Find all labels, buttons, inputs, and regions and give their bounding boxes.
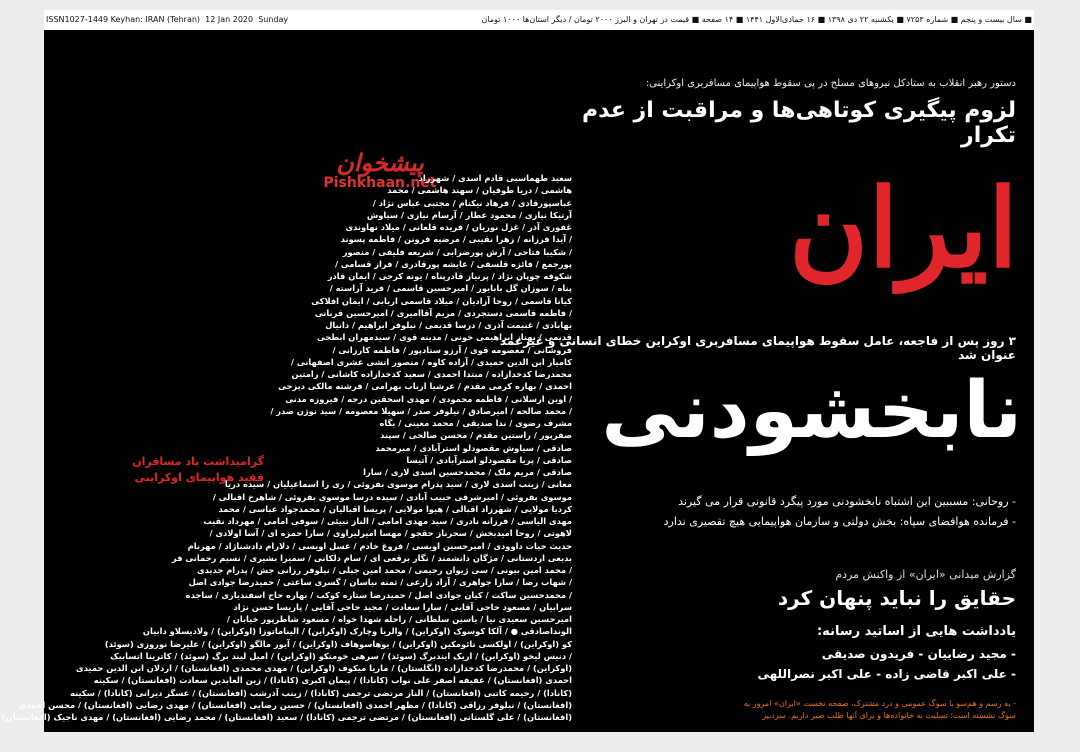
bullet-item: - روحانی: مسببین این اشتباه نابخشودنی مورد پیگرد قانونی قرار می گیرند [678, 495, 1016, 508]
victim-name-line: غفوری آذر / غزل نوریان / فریده قلعانی / میلاد نهاوندی [345, 222, 572, 232]
notes-line: - علی اکبر قاضی زاده - علی اکبر نصراللهی [757, 667, 1016, 681]
headline-kicker: دستور رهبر انقلاب به ستادکل نیروهای مسلح در پی سقوط هواپیمای مسافربری اوکراینی: [645, 78, 1016, 89]
headline-primary: لزوم پیگیری کوتاهی‌ها و مراقبت از عدم تکرار [582, 98, 1016, 148]
victim-name-line: لاهوتی / روحا امیدبخش / سحرناز حقجو / مهسا امیرلیراوی / سارا حمزه ای / آسا اولادی / [209, 528, 572, 539]
notes-title: یادداشت هایی از اساتید رسانه: [816, 624, 1016, 639]
black-memorial-background [1, 30, 1034, 732]
victim-name-line: (افغانستان) / علی گلستانی (افغانستان) / مرتضی ترجمی (کانادا) / سعید (افغانستان) / محمد رضایی (افغانستان) / مهدی ناجیک (افغانستان) [1, 712, 572, 722]
watermark-url: Pishkhaan.net [323, 175, 437, 191]
victim-name-line: (کانادا) / رحیمه کاتبی (افغانستان) / الناز مرتضی ترجمی (کانادا) / زینب آذرشب (افغانستان) / عسگر دیرانی (کانادا) / سکینه [70, 687, 572, 698]
victim-name-line: سرابیان / مسعود حاجی آقایی / سارا سعادت / مجید حاجی آقایی / پاریسا حسن نژاد [233, 601, 572, 612]
victim-name-line: حدیث حیات داوودی / امیرحسین اویسی / فروغ خادم / عسل اویسی / دلارام دادشناژاد / مهرنام [187, 540, 572, 551]
victim-name-line: صفرپور / راستین مقدم / محسن صالحی / سپند [380, 430, 572, 441]
victim-name-line: احمدی (افغانستان) / عفیفه اصفر علی نواب (کانادا) / پیمان اکبری (کانادا) / زین العابدین سعادت (افغانستان) / سکینه [93, 675, 572, 686]
victim-name-line: / اوین ارسلانی / فاطمه محمودی / مهدی اسحقین درجه / فیروزه مدنی [285, 393, 572, 404]
victim-name-line: بهابادی / غنیمت آذری / درسا قدیمی / نیلوفر ابراهیم / دانیال [325, 320, 572, 330]
dateline [44, 10, 1034, 30]
victim-name-line: / محمدحسین ساکت / کیان جوادی اصل / حمیدرضا ستاره کوکب / بهاره حاج اسفندیاری / ساجده [185, 589, 572, 600]
victim-name-line: پورجمع / فائزه قلسفی / عایشه پورقادری / فراز قسامی / [334, 258, 572, 269]
masthead-logo: ایران [789, 166, 1018, 292]
victim-name-line: آرتیکا نیازی / محمود عطار / آرسام نیازی / سیاوش [366, 209, 572, 220]
editor-footnote: - به رسم و هم‌سو با سوگ عمومی و درد مشترک، صفحه نخست «ایران» امروز به سوگ نشسته است؛ تسلیت به خانواده‌ها و برای آنها طلب صبر داریم. سردبیر [743, 699, 1016, 720]
victim-name-line: الونداصادقی ● / آلکا کوسوک (اوکراین) / والریا وچارک (اوکراین) / الیناماتوزا (اوکراین) / ولادیسلاو دابیان [142, 626, 572, 637]
victim-name-line: کردیا مولایی / شهرزاد اقبالی / هیوا مولایی / پریسا اقبالیان / محمدجواد عباسی / محمد [218, 503, 572, 514]
victim-name-line: احمدی / بهاره کرمی مقدم / عرشیا ارباب بهرامی / فرشته مالکی دیزجی [278, 381, 572, 392]
newspaper-front-page [1, 10, 1034, 732]
victim-name-line: معانی / زینب اسدی لاری / سید پدرام موسوی بفروئی / ری را اسماعیلیان / سیده دریا [224, 479, 572, 490]
victim-name-line: / شکیبا فتاحی / آرش پورضرابی / شریعه فلیفی / منصور [342, 246, 572, 257]
victim-name-line: محمدرضا کدخدازاده / مبتدا احمدی / سعید کدخدازاده کاشانی / رامتین [291, 369, 572, 379]
victim-name-line: هاشمی / دریا طوفیان / سهند هاشمی / محمد [387, 185, 572, 196]
victim-name-line: موسوی بفروئی / امیرشرفی حبیب آبادی / سیده درسا موسوی بفروئی / شاهرخ اقبالی / [212, 491, 572, 502]
victim-name-line: فروشانی / معصومه قوی / آرزو ستادپور / فاطمه کارزانی / [332, 344, 572, 355]
notes-line: - مجید رضاییان - فریدون صدیقی [821, 647, 1016, 661]
issn: ISSN1027-1449 Keyhan: IRAN (Tehran) [46, 15, 201, 24]
victim-name-line: شکوفه چوپان نژاد / پرنیاز قادرپناه / یونه کرجی / ایمان قادر [327, 271, 572, 281]
victim-name-line: صادقی / پریا مقصودلو استرآبادی / آتیسا [406, 454, 572, 465]
victim-name-line: کیانا قاسمی / روحا آزادیان / میلاد قاسمی اربابی / ایمان افلاکی [311, 295, 572, 306]
report-kicker: گزارش میدانی «ایران» از واکنش مردم [835, 568, 1016, 581]
victim-name-line: عباسپورقادی / فرهاد نیکنام / مجتبی عباس نژاد / [372, 197, 572, 208]
victim-name-line: صادقی / مریم ملک / محمدحسین اسدی لاری / سارا [363, 467, 572, 477]
date-english: 12 Jan 2020 [205, 15, 254, 24]
victim-name-line: مهدی الیاسی / فرزانه نادری / سید مهدی امامی / الناز نبیئی / سوفی امامی / مهرداد نقیب [203, 516, 572, 526]
victim-name-line: / محمد امین بیونی / سی ژیوان رحیمی / محمد امین جبلی / نیلوفر رزانی جش / پدرام جدیدی [197, 565, 572, 575]
memorial-line: فقید هواپیمای اوکراینی [134, 471, 264, 484]
day-english: Sunday [258, 15, 289, 24]
victim-name-line: امیرحسین سعیدی نیا / یاسین سلطانی / راحله شهدا خواه / مسعود شاطرپور خیابان / [226, 614, 572, 624]
bullet-item: - فرمانده هوافضای سپاه: بخش دولتی و سازمان هواپیمایی هیچ تقصیری ندارد [663, 515, 1016, 528]
notes-authors [736, 644, 1016, 684]
watermark-persian: پیشخوان [336, 148, 424, 177]
memorial-line: گرامیداشت یاد مسافران [132, 455, 264, 468]
dateline-english [46, 10, 288, 30]
victim-name-line: / آیدا فرزانه / زهرا نقیبی / مرضیه فرونن / فاطمه پسوند [340, 234, 572, 245]
victim-name-line: صادقی / سیاوش مقصودلو استرآبادی / مبرمحمد [375, 442, 572, 453]
victim-name-line: (افغانستان) / نیلوفر رزاقی (کانادا) / مظهر احمدی (افغانستان) / حسین رضایی (افغانستان) / مهدی رضایی (افغانستان) / محسن احمدی [18, 699, 572, 710]
victim-name-line: سعید طهماسبی قادم اسدی / شهرزاد [418, 173, 572, 183]
main-headline: نابخشودنی [601, 366, 1022, 456]
victim-name-line: قدیمی / بهناز ابراهیمی خونی / مدینه قوی / سیدمهران ابطحی [316, 332, 572, 343]
victim-name-line: بدیعی اردستانی / مژگان دانشمند / نگار برقعی ای / سام دلکانی / سمیرا بشیری / نسیم رحمانی فر [171, 552, 572, 563]
victim-name-line: / شهاب رضا / سارا جواهری / آزاد زارعی / ثمنه نیاسان / گسری ساعتی / حمیدرضا جوادی اصل [188, 577, 572, 588]
victim-name-line: کو (اوکراین) / اولکسی نائومکین (اوکراین) / یوهاسوهاف (اوکراین) / آیور مالگو (اوکراین) / علیرضا نوروزی (سوئد) [104, 638, 572, 649]
victim-name-line: / دنیس لیخو (اوکراین) / اریک ایندبرگ (سوئد) / سرهی خومنکو (اوکراین) / امیل لیند برگ (سوئد) / کاترینا اتسابیک [110, 650, 572, 661]
victim-name-line: مشرف رضوی / ندا صدیقی / محمد معینی / بگاه [379, 418, 572, 428]
victim-names-list [1, 172, 572, 752]
dateline-persian: ■ سال بیست و پنجم ■ شماره ۷۲۵۳ ■ یکشنبه ۲۲ دی ۱۳۹۸ ■ ۱۶ جمادی‌الاول ۱۴۴۱ ■ ۱۴ صفحه ■ قیمت در تهران و البرز ۲۰۰۰ تومان / دیگر استان‌ها ۱۰۰۰ تومان [481, 15, 1032, 24]
victim-name-line: پناه / سوزان گل بابایور / امیرحسین قاسمی / فرید آراسته / [329, 283, 572, 294]
main-subhead: ۳ روز پس از فاجعه، عامل سقوط هواپیمای مسافربری اوکراین خطای انسانی و غیرعمد عنوان شد [499, 334, 1016, 362]
victim-name-line: کامیار ابن الدین حمیدی / آزاده کاوه / منصور اتشی عشری اصفهانی / [290, 356, 572, 367]
victim-name-line: (اوکراین) / محمدرضا کدخدازاده (انگلستان) / ماریا میکوف (اوکراین) / مهدی محمدی (افغانستان) / اردلان ابن الدین حمیدی [76, 663, 572, 673]
victim-name-line: / فاطمه قاسمی دستجردی / مریم آقاامیری / امیرحسین قربانی [314, 307, 572, 318]
victim-name-line: / محمد صالحه / امیرصادق / نیلوفر صدر / سهیلا معصومه / سید نوژن صدر / [270, 405, 572, 416]
report-title: حقایق را نباید پنهان کرد [777, 586, 1016, 610]
